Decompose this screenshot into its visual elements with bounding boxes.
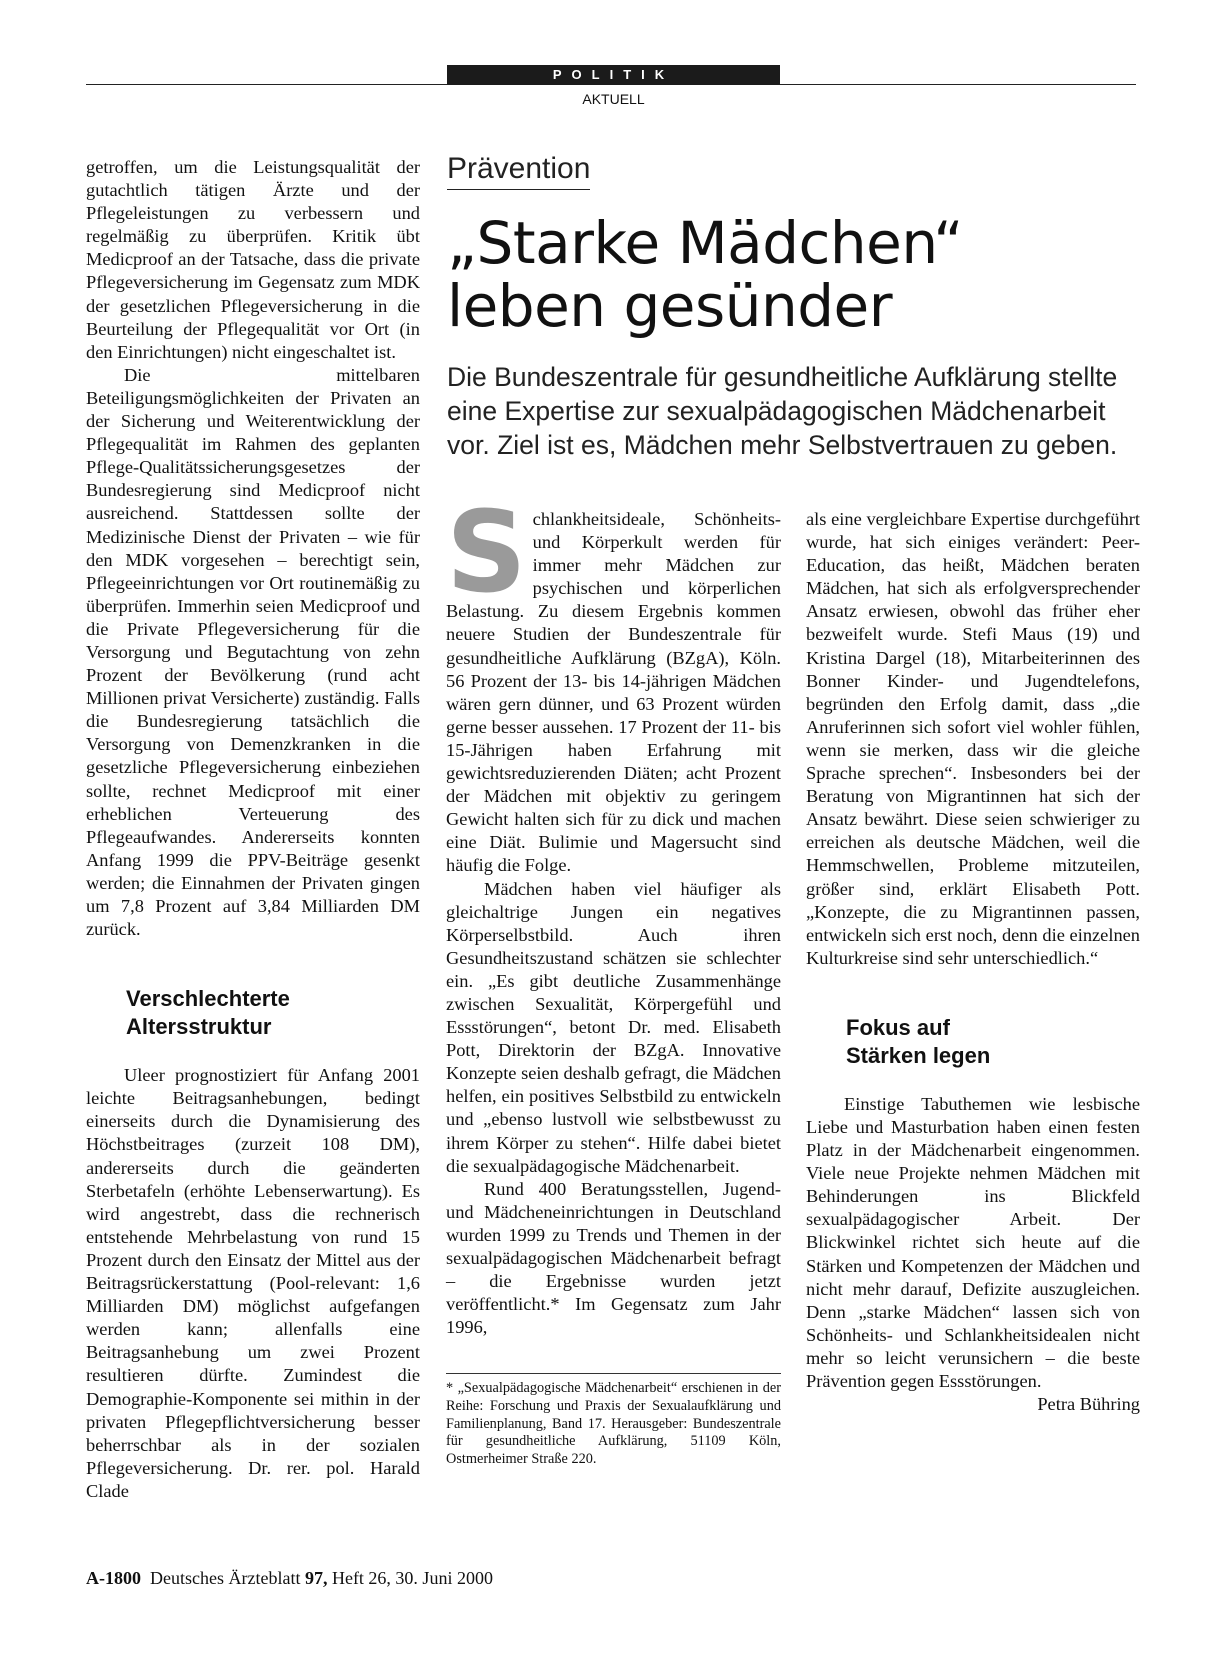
paragraph-text: Einstige Tabuthemen wie lesbische Liebe und Masturbation haben einen festen Platz in der Mädchenarbeit eingenommen. Viele neue Projekte nehmen Mädchen mit Behinderungen ins Blickfeld sexualpädagogischer Arbeit. Der Blickwinkel richtet sich heute auf die Stärken und Kompetenzen der Mädchen und nicht mehr darauf, Defizite auszugleichen. Denn „starke Mädchen“ lassen sich von Schönheits- und Schlankheitsidealen nicht mehr so leicht verunsichern – die beste Prävention gegen Essstörungen. [806,1093,1140,1391]
article-lead: Die Bundeszentrale für gesundheitliche Aufklärung stellte eine Expertise zur sexualpädagogischen Mädchenarbeit vor. Ziel ist es, Mädchen mehr Selbstvertrauen zu geben. [447,362,1118,460]
subsection-label: AKTUELL [582,91,645,107]
subheading-line: Stärken legen [846,1042,991,1068]
subheading-line: Verschlechterte [126,986,290,1012]
paragraph-text: chlankheitsideale, Schönheits- und Körperkult werden für immer mehr Mädchen zur psychischen und körperlichen Belastung. Zu diesem Ergebnis kommen neuere Studien der Bundeszentrale für gesundheitliche Aufklärung (BZgA), Köln. 56 Prozent der 13- bis 14-jährigen Mädchen wären gern dünner, und 63 Prozent würden gerne besser aussehen. 17 Prozent der 11- bis 15-Jährigen haben Erfahrung mit gewichtsreduzierenden Diäten; acht Prozent der Mädchen mit objektiv zu geringem Gewicht halten sich für zu dick und machen eine Diät. Bulimie und Magersucht sind häufig die Folge. [446,509,781,876]
article-title [447,209,1137,340]
article-column-1 [446,488,781,1468]
subheading [806,1014,1140,1070]
subheading-line: Altersstruktur [126,1014,272,1040]
paragraph: als eine vergleichbare Expertise durchgeführt wurde, hat sich einiges verändert: Peer-Education, das heißt, Mädchen beraten Mädchen, hat sich als erfolgversprechender Ansatz erwiesen, obwohl das früher eher bezweifelt wurde. Stefi Maus (19) und Kristina Dargel (18), Mitarbeiterinnen des Bonner Kinder- und Jugendtelefons, begründen den Erfolg damit, dass „die Anruferinnen sich sofort viel wohler fühlen, wenn sie merken, dass wir die gleiche Sprache sprechen“. Insbesonders bei der Beratung von Migrantinnen hat sich der Ansatz bewährt. Diese seien schwieriger zu erreichen als deutsche Mädchen, weil die Hemmschwellen, Probleme mitzuteilen, größer sind, erklärt Elisabeth Pott. „Konzepte, die zu Migrantinnen passen, entwickeln sich erst noch, denn die einzelnen Kulturkreise sind sehr unterschiedlich.“ [806,509,1140,968]
journal-name: Deutsches Ärzteblatt [150,1568,301,1588]
page-number: A-1800 [86,1568,141,1588]
volume-number: 97, [304,1568,328,1588]
author-signature: Petra Bühring [1037,1394,1140,1415]
drop-cap: S [446,488,527,618]
footnote: * „Sexualpädagogische Mädchenarbeit“ erschienen in der Reihe: Forschung und Praxis der Sexualaufklärung und Familienplanung, Band 17. Herausgeber: Bundeszentrale für gesundheitliche Aufklärung, 51109 Köln, Ostmerheimer Straße 220. [446,1373,781,1468]
section-label: POLITIK [447,65,780,85]
title-line: „Starke Mädchen“ [447,209,963,277]
article-column-2 [806,508,1140,1416]
title-line: leben gesünder [447,272,893,340]
issue-info: Heft 26, 30. Juni 2000 [331,1568,493,1588]
subheading [86,985,420,1041]
paragraph: Uleer prognostiziert für Anfang 2001 leichte Beitragsanhebungen, bedingt einerseits durch die Dynamisierung des Höchstbeitrages (zurzeit 108 DM), andererseits durch die geänderten Sterbetafeln (erhöhte Lebenserwartung). Es wird angestrebt, dass die rechnerisch entstehende Mehrbelastung von rund 15 Prozent durch den Einsatz der Mittel aus der Beitragsrückerstattung (Pool-relevant: 1,6 Milliarden DM) möglichst aufgefangen werden kann; allenfalls eine Beitragsanhebung um zwei Prozent resultieren dürfte. Zumindest die Demographie-Komponente sei mithin in der privaten Pflegepflichtversicherung besser beherrschbar als in der sozialen Pflegeversicherung. Dr. rer. pol. Harald Clade [86,1065,420,1501]
article-kicker: Prävention [447,152,590,190]
subheading-line: Fokus auf [846,1014,950,1040]
previous-article-column [86,156,420,1503]
paragraph: Mädchen haben viel häufiger als gleichaltrige Jungen ein negatives Körperselbstbild. Auch ihren Gesundheitszustand schätzen sie schlechter ein. „Es gibt deutliche Zusammenhänge zwischen Sexualität, Körpergefühl und Essstörungen“, betont Dr. med. Elisabeth Pott, Direktorin der BZgA. Innovative Konzepte seien deshalb gefragt, die Mädchen helfen, ein positives Selbstbild zu entwickeln und „ebenso lustvoll wie selbstbewusst zu ihrem Körper zu stehen“. Hilfe dabei bietet die sexualpädagogische Mädchenarbeit. [446,878,781,1176]
paragraph [446,488,781,878]
paragraph: getroffen, um die Leistungsqualität der gutachtlich tätigen Ärzte und der Pflegeleistungen zu verbessern und regelmäßig zu überprüfen. Kritik übt Medicproof an der Tatsache, dass die private Pflegeversicherung im Gegensatz zum MDK der gesetzlichen Pflegeversicherung in die Beurteilung der Pflegequalität vor Ort (in den Einrichtungen) nicht eingeschaltet ist. [86,157,420,362]
page-footer [86,1568,493,1589]
paragraph [806,1093,1140,1415]
paragraph: Rund 400 Beratungsstellen, Jugend- und Mädcheneinrichtungen in Deutschland wurden 1999 zu Trends und Themen in der sexualpädagogischen Mädchenarbeit befragt – die Ergebnisse wurden jetzt veröffentlicht.* Im Gegensatz zum Jahr 1996, [446,1178,781,1338]
paragraph: Die mittelbaren Beteiligungsmöglichkeiten der Privaten an der Sicherung und Weiterentwicklung der Pflegequalität im Rahmen des geplanten Pflege-Qualitätssicherungsgesetzes der Bundesregierung sind Medicproof nicht ausreichend. Stattdessen sollte der Medizinische Dienst der Privaten – wie für den MDK vorgesehen – berechtigt sein, Pflegeeinrichtungen vor Ort routinemäßig zu überprüfen. Immerhin seien Medicproof und die Private Pflegeversicherung für die Versorgung und Begutachtung von zehn Prozent der Bevölkerung (rund acht Millionen privat Versicherte) zuständig. Falls die Bundesregierung tatsächlich die Versorgung von Demenzkranken in die gesetzliche Pflegeversicherung einbeziehen sollte, rechnet Medicproof mit einer erheblichen Verteuerung des Pflegeaufwandes. Andererseits konnten Anfang 1999 die PPV-Beiträge gesenkt werden; die Einnahmen der Privaten gingen um 7,8 Prozent auf 3,84 Milliarden DM zurück. [86,364,420,940]
